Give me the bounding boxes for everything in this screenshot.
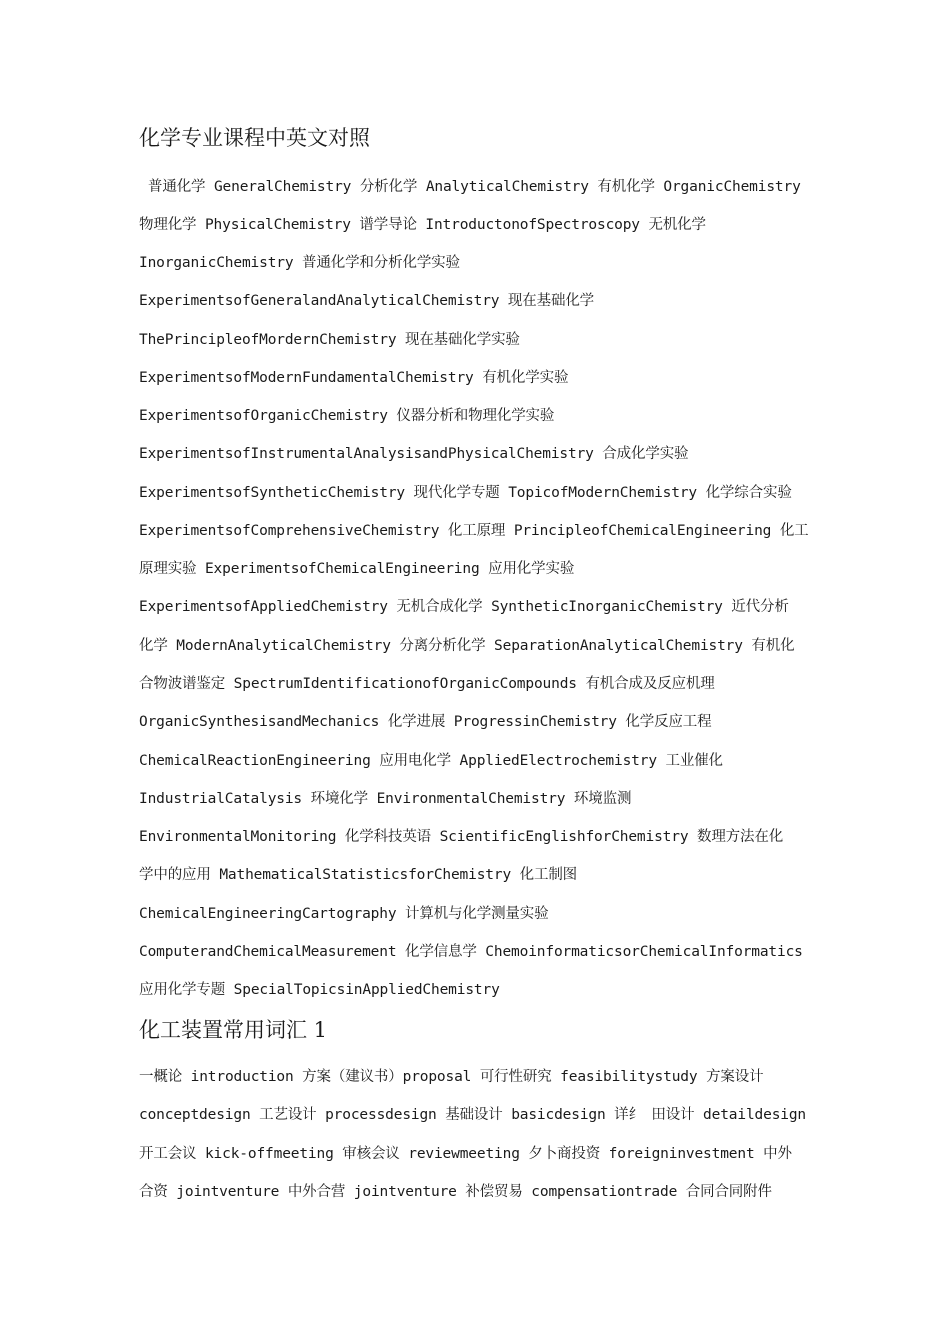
text-line: ExperimentsofModernFundamentalChemistry 有机化学实验 [139,370,569,386]
text-line: ExperimentsofComprehensiveChemistry 化工原理 PrincipleofChemicalEngineering 化工 [139,523,809,539]
text-line: 开工会议 kick-offmeeting 审核会议 reviewmeeting 夕卜商投资 foreigninvestment 中外 [139,1146,792,1162]
text-line: ChemicalEngineeringCartography 计算机与化学测量实验 [139,906,549,922]
text-line: 学中的应用 MathematicalStatisticsforChemistry 化工制图 [139,867,578,883]
text-line: ThePrincipleofMordernChemistry 现在基础化学实验 [139,332,520,348]
text-line: 应用化学专题 SpecialTopicsinAppliedChemistry [139,982,500,998]
text-line: ChemicalReactionEngineering 应用电化学 AppliedElectrochemistry 工业催化 [139,753,723,769]
text-line: ExperimentsofInstrumentalAnalysisandPhysicalChemistry 合成化学实验 [139,446,689,462]
text-line: ExperimentsofAppliedChemistry 无机合成化学 SyntheticInorganicChemistry 近代分析 [139,599,789,615]
text-line: EnvironmentalMonitoring 化学科技英语 ScientificEnglishforChemistry 数理方法在化 [139,829,784,845]
text-line: ExperimentsofSyntheticChemistry 现代化学专题 TopicofModernChemistry 化学综合实验 [139,485,792,501]
text-line: 普通化学 GeneralChemistry 分析化学 AnalyticalChemistry 有机化学 OrganicChemistry [148,179,801,195]
section-title-courses: 化学专业课程中英文对照 [139,126,370,150]
text-line: ExperimentsofGeneralandAnalyticalChemistry 现在基础化学 [139,293,595,309]
text-line: 物理化学 PhysicalChemistry 谱学导论 IntroductonofSpectroscopy 无机化学 [139,217,706,233]
text-line: 合资 jointventure 中外合营 jointventure 补偿贸易 compensationtrade 合同合同附件 [139,1184,772,1200]
text-line: OrganicSynthesisandMechanics 化学进展 ProgressinChemistry 化学反应工程 [139,714,712,730]
text-line: ComputerandChemicalMeasurement 化学信息学 ChemoinformaticsorChemicalInformatics [139,944,803,960]
text-line: ExperimentsofOrganicChemistry 仪器分析和物理化学实验 [139,408,555,424]
text-line: conceptdesign 工艺设计 processdesign 基础设计 basicdesign 详纟 田设计 detaildesign [139,1107,807,1123]
text-line: 合物波谱鉴定 SpectrumIdentificationofOrganicCompounds 有机合成及反应机理 [139,676,715,692]
text-line: 化学 ModernAnalyticalChemistry 分离分析化学 SeparationAnalyticalChemistry 有机化 [139,638,795,654]
text-line: IndustrialCatalysis 环境化学 EnvironmentalChemistry 环境监测 [139,791,632,807]
section-title-vocabulary: 化工装置常用词汇 1 [139,1018,328,1042]
text-line: 原理实验 ExperimentsofChemicalEngineering 应用化学实验 [139,561,575,577]
text-line: InorganicChemistry 普通化学和分析化学实验 [139,255,460,271]
text-line: 一概论 introduction 方案（建议书）proposal 可行性研究 feasibilitystudy 方案设计 [139,1069,764,1085]
